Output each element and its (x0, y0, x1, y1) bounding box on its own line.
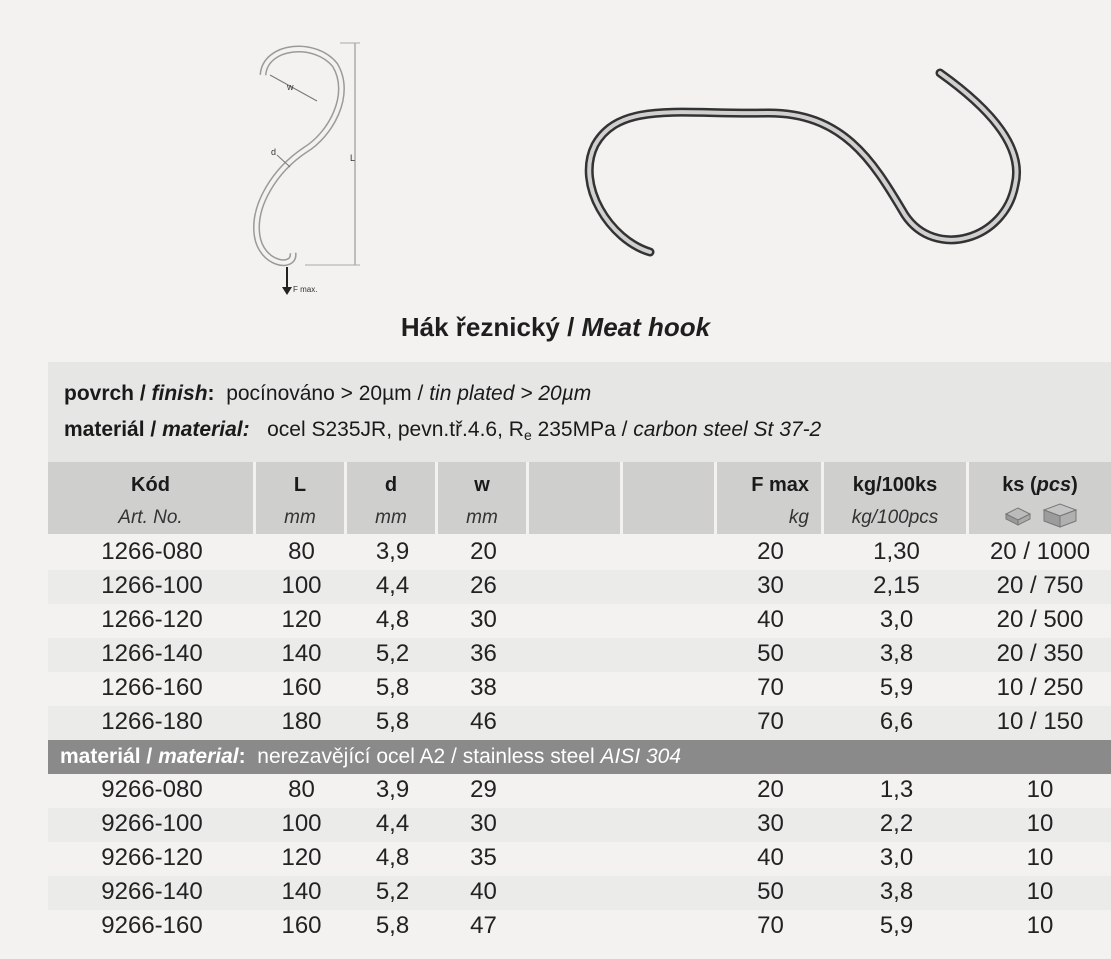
finish-line: povrch / finish: pocínováno > 20µm / tin plated > 20µm (64, 382, 592, 405)
table-row: 1266-140 140 5,2 36 50 3,8 20 / 350 (48, 638, 1111, 672)
header-d: d mm (347, 462, 438, 534)
table-row: 1266-160 160 5,8 38 70 5,9 10 / 250 (101, 674, 1084, 701)
spec-box (48, 362, 1111, 462)
label-L: L (350, 153, 356, 163)
header-code: Kód Art. No. (48, 462, 256, 534)
table-row: 1266-120 120 4,8 30 40 3,0 20 / 500 (101, 606, 1084, 633)
table-row: 9266-140 140 5,2 40 50 3,8 10 (48, 876, 1111, 910)
large-box-icon (1038, 502, 1078, 528)
page-title: Hák řeznický / Meat hook (400, 312, 711, 342)
table-row: 9266-160 160 5,8 47 70 5,9 10 (101, 912, 1054, 939)
header-empty-1 (529, 462, 623, 534)
material-divider: materiál / material: nerezavějící ocel A2 / stainless steel AISI 304 (48, 740, 1111, 774)
table-row: 1266-180 180 5,8 46 70 6,6 10 / 150 (48, 706, 1111, 740)
material-line: materiál / material: ocel S235JR, pevn.tř.4.6, $R_e$ 235MPa / carbon steel St 37-2 (64, 418, 822, 443)
small-box-icon (1002, 504, 1032, 526)
table-header (48, 462, 1111, 534)
label-w: w (287, 82, 294, 92)
table-row: 9266-100 100 4,4 30 30 2,2 10 (48, 808, 1111, 842)
table-row: 1266-100 100 4,4 26 30 2,15 20 / 750 (48, 570, 1111, 604)
header-fmax: F max kg (717, 462, 824, 534)
label-d: d (271, 147, 277, 157)
table-row: 9266-080 80 3,9 29 20 1,3 10 (101, 776, 1054, 803)
table-row: 1266-080 80 3,9 20 20 1,30 20 / 1000 (101, 538, 1091, 565)
table-row: 9266-120 120 4,8 35 40 3,0 10 (101, 844, 1054, 871)
header-w: w mm (438, 462, 529, 534)
label-fmax: F max. (293, 285, 318, 294)
hook-diagram (235, 35, 375, 305)
header-L: L mm (256, 462, 347, 534)
header-weight: kg/100ks kg/100pcs (824, 462, 969, 534)
header-empty-2 (623, 462, 717, 534)
hook-photo (575, 65, 1040, 265)
header-pcs: ks (pcs) (969, 462, 1111, 534)
